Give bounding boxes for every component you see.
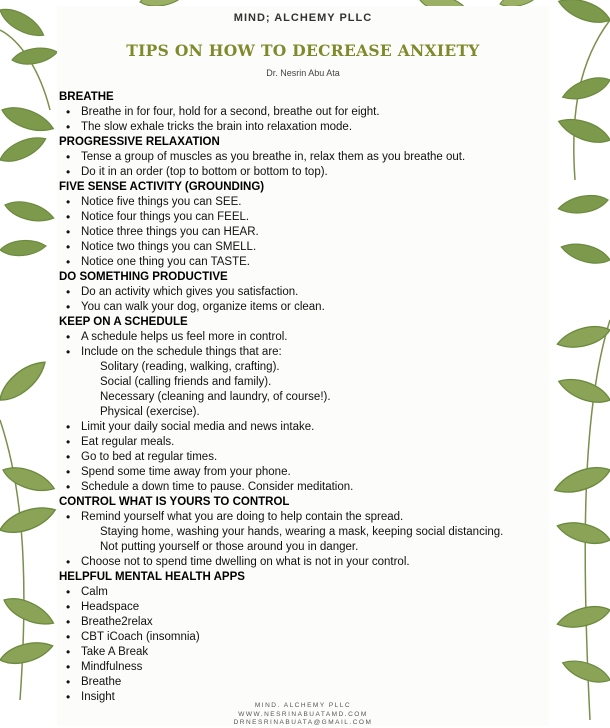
bullet-item: • Breathe in for four, hold for a second, breathe out for eight. bbox=[59, 105, 547, 120]
section bbox=[59, 570, 547, 705]
section-heading: HELPFUL MENTAL HEALTH APPS bbox=[59, 571, 245, 583]
section bbox=[59, 135, 547, 180]
sub-item: Solitary (reading, walking, crafting). bbox=[100, 361, 280, 373]
footer bbox=[57, 702, 549, 728]
bullet-item: • Choose not to spend time dwelling on what is not in your control. bbox=[59, 555, 547, 570]
section bbox=[59, 90, 547, 135]
sub-item: Staying home, washing your hands, wearing a mask, keeping social distancing. bbox=[100, 526, 504, 538]
footer-brand: MIND. ALCHEMY PLLC bbox=[254, 702, 352, 709]
bullet-item: • Eat regular meals. bbox=[59, 435, 547, 450]
bullet-item: • Spend some time away from your phone. bbox=[59, 465, 547, 480]
section-heading: DO SOMETHING PRODUCTIVE bbox=[59, 271, 228, 283]
bullet-item: • You can walk your dog, organize items or clean. bbox=[59, 300, 547, 315]
bullet-item: • Include on the schedule things that are: bbox=[59, 345, 547, 360]
bullet-item: • Remind yourself what you are doing to help contain the spread. bbox=[59, 510, 547, 525]
section-heading: CONTROL WHAT IS YOURS TO CONTROL bbox=[59, 496, 290, 508]
tips-content bbox=[59, 90, 547, 705]
brand-name: MIND; ALCHEMY PLLC bbox=[233, 12, 373, 24]
section bbox=[59, 270, 547, 315]
bullet-item: • Mindfulness bbox=[59, 660, 547, 675]
section bbox=[59, 180, 547, 270]
bullet-item: • Notice one thing you can TASTE. bbox=[59, 255, 547, 270]
section-heading: BREATHE bbox=[59, 91, 114, 103]
section-heading: KEEP ON A SCHEDULE bbox=[59, 316, 188, 328]
sub-item: Social (calling friends and family). bbox=[100, 376, 272, 388]
bullet-item: • Breathe2relax bbox=[59, 615, 547, 630]
page-title: TIPS ON HOW TO DECREASE ANXIETY bbox=[126, 41, 480, 60]
bullet-item: • A schedule helps us feel more in control. bbox=[59, 330, 547, 345]
bullet-item: • Notice four things you can FEEL. bbox=[59, 210, 547, 225]
section-heading: PROGRESSIVE RELAXATION bbox=[59, 136, 220, 148]
bullet-item: • Do it in an order (top to bottom or bottom to top). bbox=[59, 165, 547, 180]
section bbox=[59, 495, 547, 570]
bullet-item: • Insight bbox=[59, 690, 547, 705]
bullet-item: • Limit your daily social media and news intake. bbox=[59, 420, 547, 435]
tips-card bbox=[57, 6, 549, 726]
bullet-item: • Notice five things you can SEE. bbox=[59, 195, 547, 210]
bullet-item: • Take A Break bbox=[59, 645, 547, 660]
bullet-item: • Do an activity which gives you satisfaction. bbox=[59, 285, 547, 300]
bullet-item: • Headspace bbox=[59, 600, 547, 615]
bullet-item: • Notice three things you can HEAR. bbox=[59, 225, 547, 240]
section bbox=[59, 315, 547, 495]
footer-email: DRNESRINABUATA@GMAIL.COM bbox=[233, 719, 373, 726]
bullet-item: • The slow exhale tricks the brain into relaxation mode. bbox=[59, 120, 547, 135]
sub-item: Not putting yourself or those around you in danger. bbox=[100, 541, 359, 553]
section-heading: FIVE SENSE ACTIVITY (GROUNDING) bbox=[59, 181, 265, 193]
bullet-item: • Tense a group of muscles as you breathe in, relax them as you breathe out. bbox=[59, 150, 547, 165]
bullet-item: • CBT iCoach (insomnia) bbox=[59, 630, 547, 645]
sub-item: Necessary (cleaning and laundry, of course!). bbox=[100, 391, 331, 403]
bullet-item: • Breathe bbox=[59, 675, 547, 690]
bullet-item: • Schedule a down time to pause. Consider meditation. bbox=[59, 480, 547, 495]
bullet-item: • Calm bbox=[59, 585, 547, 600]
sub-item: Physical (exercise). bbox=[100, 406, 200, 418]
author-name: Dr. Nesrin Abu Ata bbox=[266, 68, 340, 78]
bullet-item: • Notice two things you can SMELL. bbox=[59, 240, 547, 255]
bullet-item: • Go to bed at regular times. bbox=[59, 450, 547, 465]
footer-website: WWW.NESRINABUATAMD.COM bbox=[238, 710, 368, 718]
